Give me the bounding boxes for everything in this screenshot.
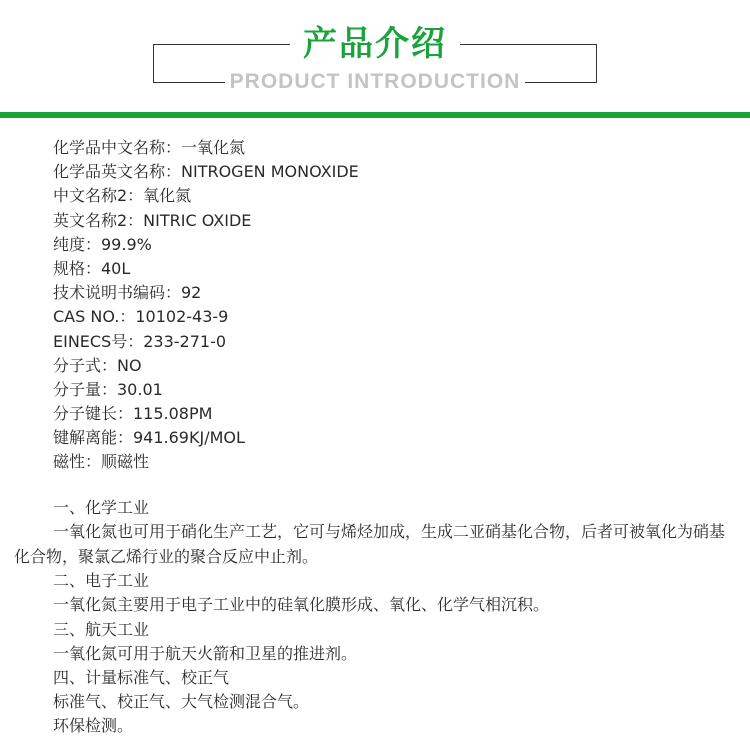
section-text-aerospace: 一氧化氮可用于航天火箭和卫星的推进剂。	[53, 643, 358, 663]
spec-cn-name: 化学品中文名称：一氧化氮	[53, 138, 246, 157]
title-frame-bottom-left	[153, 82, 233, 83]
section-heading-chemical: 一、化学工业	[53, 498, 150, 517]
title-frame-bottom-right	[518, 82, 596, 83]
spec-einecs: EINECS号：233-271-0	[53, 331, 227, 351]
section-text-electronics: 一氧化氮主要用于电子工业中的硅氧化膜形成、氧化、化学气相沉积。	[53, 595, 550, 615]
spec-tech-code: 技术说明书编码：92	[53, 283, 202, 303]
spec-purity: 纯度：99.9%	[53, 234, 152, 254]
section-heading-calibration: 四、计量标准气、校正气	[53, 668, 230, 688]
spec-dissociation-energy: 键解离能：941.69KJ/MOL	[53, 428, 245, 448]
section-heading-electronics: 二、电子工业	[53, 571, 150, 591]
spec-cas: CAS NO.：10102-43-9	[53, 307, 229, 327]
section-text-calibration: 标准气、校正气、大气检测混合气。	[53, 692, 310, 712]
spec-cn-name-2: 中文名称2：氧化氮	[53, 186, 192, 206]
header	[0, 0, 750, 112]
spec-bond-length: 分子键长：115.08PM	[53, 404, 213, 424]
spec-en-name-2: 英文名称2：NITRIC OXIDE	[53, 210, 252, 230]
section-heading-aerospace: 三、航天工业	[53, 619, 150, 639]
spec-size: 规格：40L	[53, 258, 131, 278]
spec-formula: 分子式：NO	[53, 355, 142, 375]
spec-magnetism: 磁性：顺磁性	[53, 452, 150, 472]
page-title: 产品介绍	[290, 22, 460, 66]
applications-section	[0, 496, 750, 739]
section-text-environment: 环保检测。	[53, 716, 134, 736]
section-text-chemical: 一氧化氮也可用于硝化生产工艺，它可与烯烃加成，生成二亚硝基化合物，后者可被氧化为硝基化合物，聚氯乙烯行业的聚合反应中止剂。	[14, 522, 726, 566]
spec-molecular-weight: 分子量：30.01	[53, 379, 163, 399]
spec-list	[53, 136, 733, 475]
header-divider-bar	[0, 112, 750, 118]
spec-en-name: 化学品英文名称：NITROGEN MONOXIDE	[53, 162, 359, 182]
page-subtitle: PRODUCT INTRODUCTION	[225, 68, 525, 96]
